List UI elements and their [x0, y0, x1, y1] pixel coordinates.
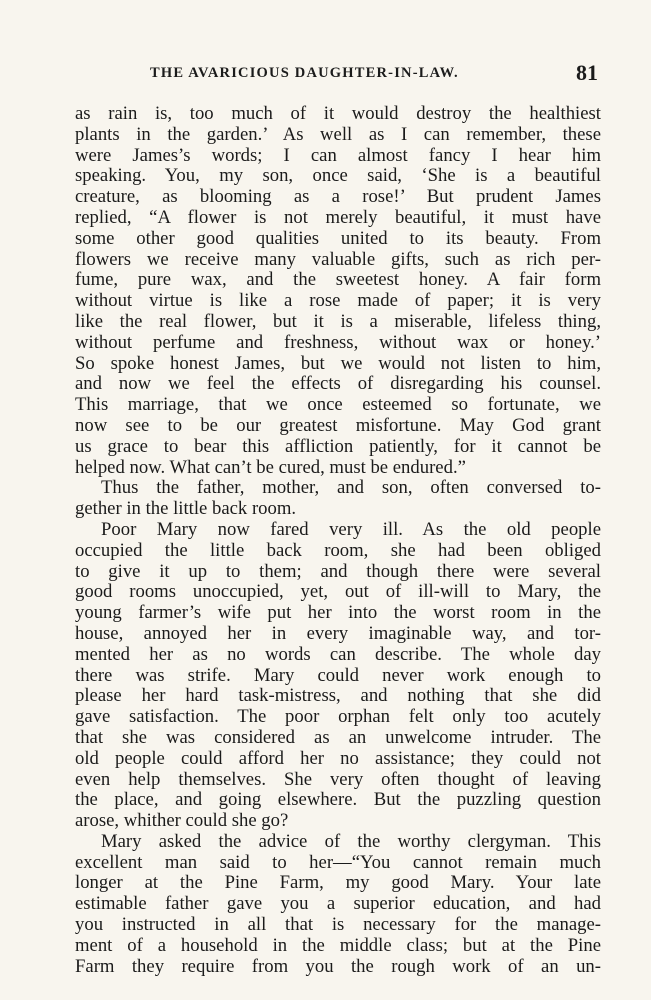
text-line: flowers we receive many valuable gifts, such as rich per- [75, 249, 601, 270]
text-line: us grace to bear this affliction patiently, for it cannot be [75, 436, 601, 457]
text-line: please her hard task-mistress, and nothing that she did [75, 686, 601, 707]
page-number: 81 [576, 60, 598, 85]
text-line: So spoke honest James, but we would not listen to him, [75, 353, 601, 374]
text-line: estimable father gave you a superior education, and had [75, 894, 601, 915]
text-line: arose, whither could she go? [75, 811, 289, 832]
running-title: THE AVARICIOUS DAUGHTER-IN-LAW. [150, 65, 459, 81]
text-line: mented her as no words can describe. The whole day [75, 644, 601, 665]
text-line: without virtue is like a rose made of paper; it is very [75, 291, 601, 312]
text-line: Mary asked the advice of the worthy clergyman. This [101, 831, 601, 852]
text-line: as rain is, too much of it would destroy the healthiest [75, 104, 601, 124]
text-line: replied, “A flower is not merely beautiful, it must have [75, 207, 601, 228]
text-line: house, annoyed her in every imaginable way, and tor- [75, 623, 601, 644]
text-line: young farmer’s wife put her into the worst room in the [75, 603, 601, 624]
text-line: even help themselves. She very often thought of leaving [75, 769, 601, 790]
text-line: like the real flower, but it is a miserable, lifeless thing, [75, 311, 601, 332]
text-line: you instructed in all that is necessary for the manage- [75, 915, 601, 936]
text-line: This marriage, that we once esteemed so fortunate, we [75, 395, 601, 416]
body-text [75, 104, 601, 977]
text-line: without perfume and freshness, without wax or honey.’ [75, 332, 601, 353]
text-line: to give it up to them; and though there were several [75, 561, 601, 582]
text-line: Farm they require from you the rough work of an un- [75, 956, 601, 977]
text-line: some other good qualities united to its beauty. From [75, 228, 601, 249]
text-line: and now we feel the effects of disregarding his counsel. [75, 374, 601, 395]
text-line: were James’s words; I can almost fancy I hear him [75, 145, 601, 166]
text-line: the place, and going elsewhere. But the puzzling question [75, 790, 601, 811]
text-line: there was strife. Mary could never work enough to [75, 665, 601, 686]
text-line: longer at the Pine Farm, my good Mary. Your late [75, 873, 601, 894]
text-line: helped now. What can’t be cured, must be endured.” [75, 457, 466, 478]
text-line: excellent man said to her—“You cannot remain much [75, 852, 601, 873]
text-line: gether in the little back room. [75, 499, 297, 520]
text-line: creature, as blooming as a rose!’ But prudent James [75, 187, 601, 208]
text-line: that she was considered as an unwelcome intruder. The [75, 727, 601, 748]
text-line: gave satisfaction. The poor orphan felt only too acutely [75, 707, 601, 728]
text-line: ment of a household in the middle class; but at the Pine [75, 935, 601, 956]
text-line: good rooms unoccupied, yet, out of ill-will to Mary, the [75, 582, 601, 603]
running-head [78, 60, 598, 90]
text-line: Thus the father, mother, and son, often conversed to- [101, 478, 601, 499]
text-line: now see to be our greatest misfortune. May God grant [75, 415, 601, 436]
text-line: occupied the little back room, she had been obliged [75, 540, 601, 561]
text-line: speaking. You, my son, once said, ‘She is a beautiful [75, 166, 601, 187]
text-line: plants in the garden.’ As well as I can remember, these [75, 124, 601, 145]
text-line: old people could afford her no assistance; they could not [75, 748, 601, 769]
text-line: Poor Mary now fared very ill. As the old people [101, 519, 601, 540]
text-line: fume, pure wax, and the sweetest honey. A fair form [75, 270, 601, 291]
